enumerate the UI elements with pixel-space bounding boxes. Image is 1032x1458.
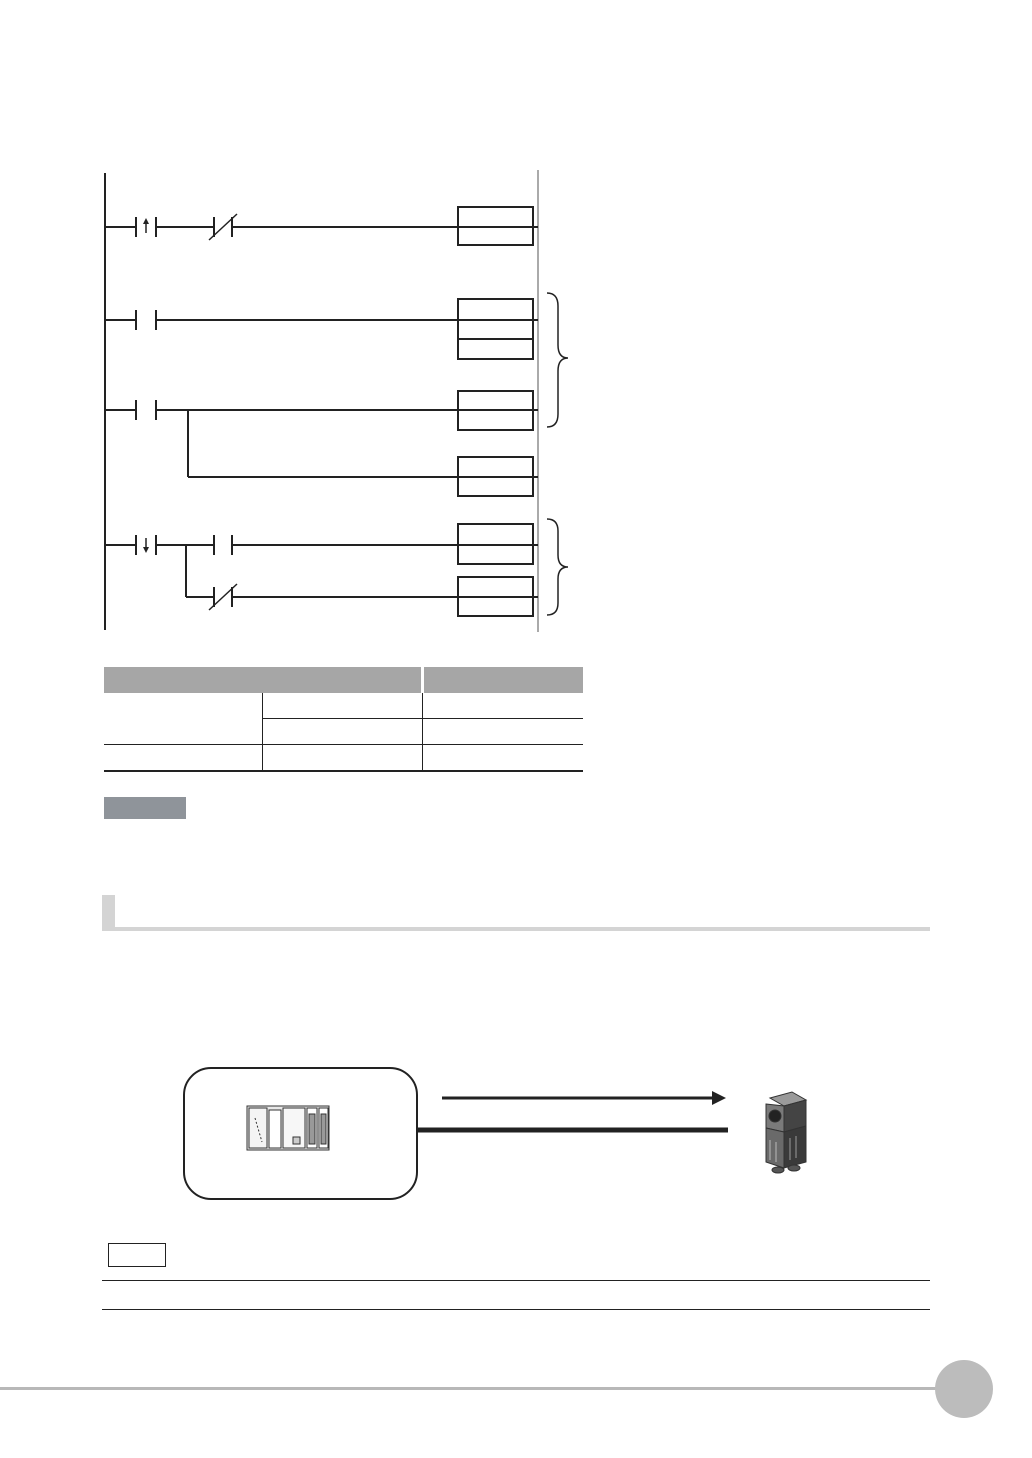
section-bar-marker [102,895,115,931]
connection-figure [0,1060,860,1210]
brace-lower [547,519,568,615]
table-cell [422,693,583,719]
rung-1 [105,207,538,245]
table-row [104,745,583,772]
arrow-head-icon [712,1091,726,1105]
table-header-col-2 [422,667,583,693]
ladder-diagram [0,0,600,640]
vision-sensor-camera-icon [766,1092,806,1173]
table-cell [262,719,422,745]
reference-tag [108,1243,166,1267]
rung-3 [105,391,538,496]
table-cell [262,745,422,772]
divider-line [102,1309,930,1310]
table-header-col-1 [104,667,422,693]
table-row [104,693,583,719]
table-cell [104,693,262,745]
section-bar-underline [102,927,930,931]
table-cell [422,745,583,772]
footer-line [0,1387,940,1390]
brace-upper [547,293,568,427]
table-cell [422,719,583,745]
page-number-circle [935,1360,993,1418]
rung-2 [105,299,538,359]
table-cell [262,693,422,719]
section-heading-bar [102,895,930,931]
table-cell [104,745,262,772]
plc-unit-icon [247,1106,329,1150]
data-table [104,667,583,772]
divider-line [102,1280,930,1281]
note-tag [104,797,186,819]
output-block-2 [458,299,533,359]
rung-4 [105,524,538,616]
